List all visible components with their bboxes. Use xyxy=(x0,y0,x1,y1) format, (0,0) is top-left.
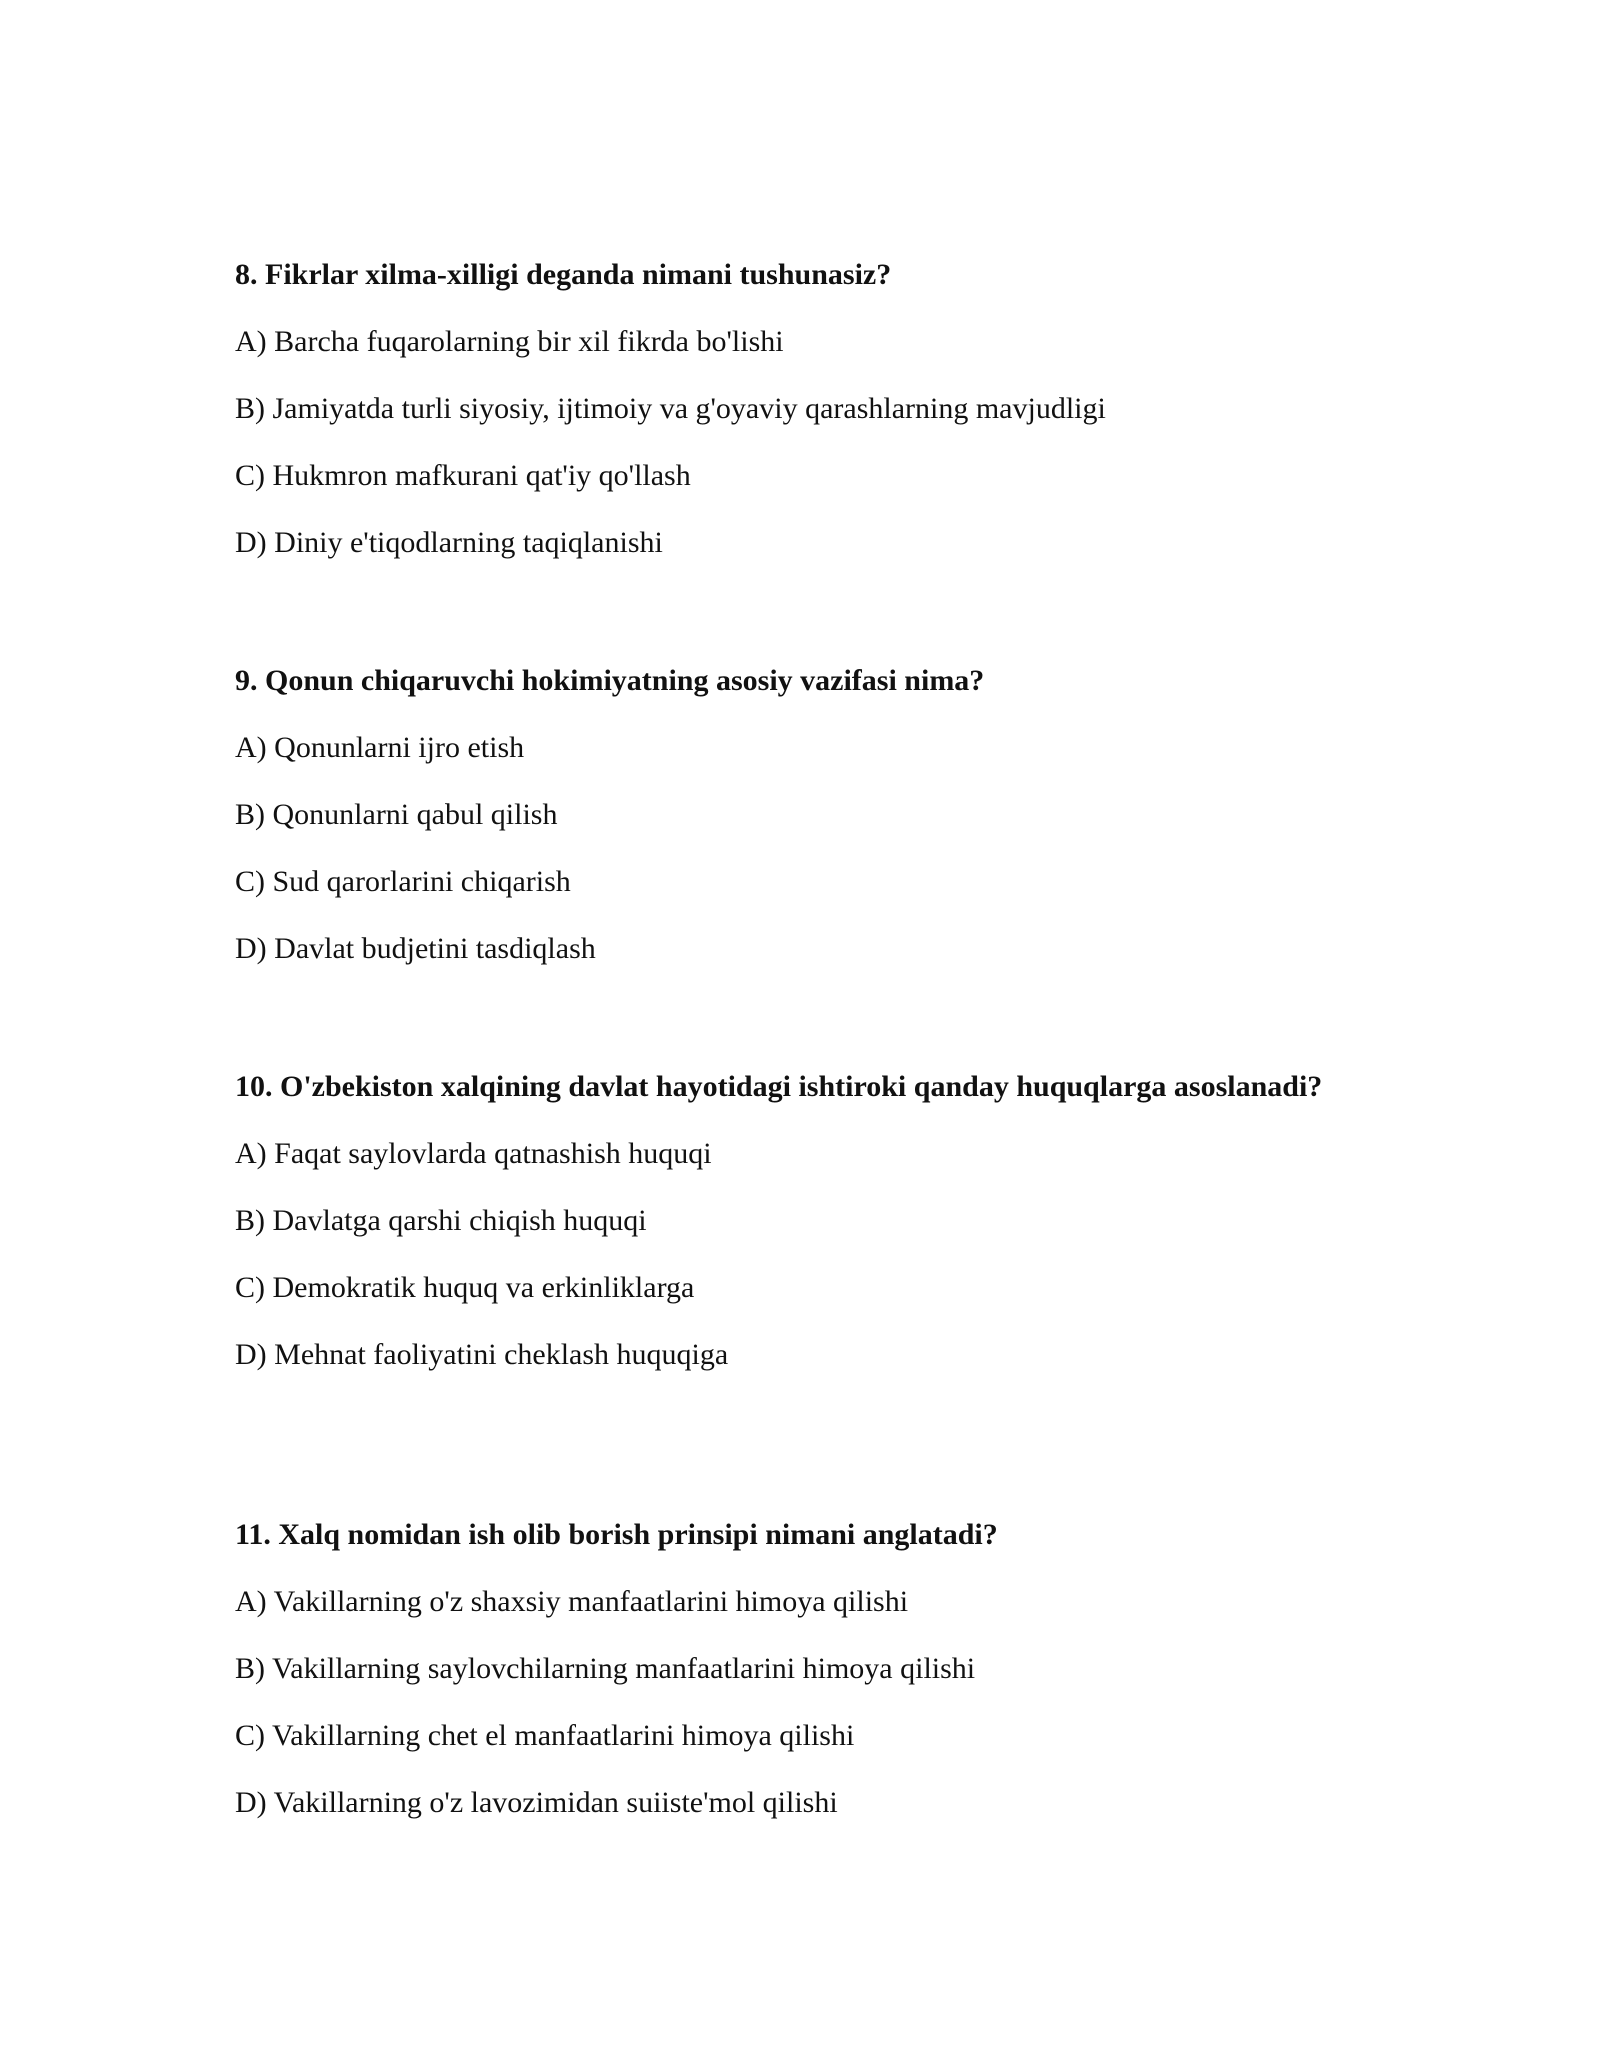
question-title: 8. Fikrlar xilma-xilligi deganda nimani tushunasiz? xyxy=(235,258,892,291)
answer-option-d: D) Davlat budjetini tasdiqlash xyxy=(235,932,596,965)
question-8 xyxy=(235,254,1335,564)
answer-option-c: C) Vakillarning chet el manfaatlarini himoya qilishi xyxy=(235,1719,855,1752)
answer-option-c: C) Sud qarorlarini chiqarish xyxy=(235,865,571,898)
question-title: 9. Qonun chiqaruvchi hokimiyatning asosiy vazifasi nima? xyxy=(235,664,985,697)
answer-option-b: B) Qonunlarni qabul qilish xyxy=(235,798,558,831)
answer-option-b: B) Davlatga qarshi chiqish huquqi xyxy=(235,1204,647,1237)
question-10 xyxy=(235,1066,1335,1376)
answer-option-a: A) Faqat saylovlarda qatnashish huquqi xyxy=(235,1137,712,1170)
answer-option-b: B) Vakillarning saylovchilarning manfaatlarini himoya qilishi xyxy=(235,1652,976,1685)
answer-option-a: A) Vakillarning o'z shaxsiy manfaatlarini himoya qilishi xyxy=(235,1585,909,1618)
answer-option-a: A) Qonunlarni ijro etish xyxy=(235,731,525,764)
question-title: 10. O'zbekiston xalqining davlat hayotidagi ishtiroki qanday huquqlarga asoslanadi? xyxy=(235,1070,1323,1103)
question-title: 11. Xalq nomidan ish olib borish prinsipi nimani anglatadi? xyxy=(235,1518,998,1551)
question-9 xyxy=(235,660,1335,970)
question-11 xyxy=(235,1514,1335,1824)
answer-option-d: D) Vakillarning o'z lavozimidan suiiste'mol qilishi xyxy=(235,1786,838,1819)
answer-option-b: B) Jamiyatda turli siyosiy, ijtimoiy va g'oyaviy qarashlarning mavjudligi xyxy=(235,392,1106,425)
answer-option-c: C) Hukmron mafkurani qat'iy qo'llash xyxy=(235,459,691,492)
answer-option-c: C) Demokratik huquq va erkinliklarga xyxy=(235,1271,695,1304)
answer-option-d: D) Mehnat faoliyatini cheklash huquqiga xyxy=(235,1338,729,1371)
answer-option-a: A) Barcha fuqarolarning bir xil fikrda bo'lishi xyxy=(235,325,784,358)
answer-option-d: D) Diniy e'tiqodlarning taqiqlanishi xyxy=(235,526,663,559)
